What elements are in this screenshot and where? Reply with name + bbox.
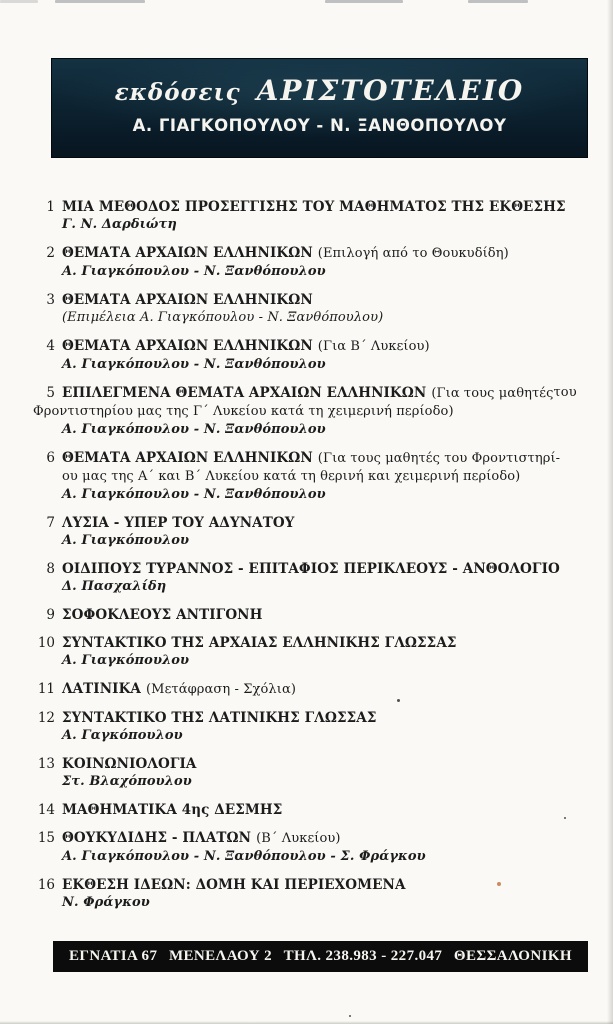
item-title: ΜΑΘΗΜΑΤΙΚΑ 4ης ΔΕΣΜΗΣ xyxy=(62,802,283,818)
item-number: 4 xyxy=(46,338,55,354)
item-body xyxy=(62,876,571,912)
item-body xyxy=(62,755,571,791)
item-body xyxy=(62,514,571,550)
list-item xyxy=(33,337,571,374)
banner-subtitle: Α. ΓΙΑΓΚΟΠΟΥΛΟΥ - Ν. ΞΑΝΘΟΠΟΥΛΟΥ xyxy=(132,116,507,135)
brand-prefix-label: εκδόσεις xyxy=(114,79,241,106)
item-author: Ν. Φράγκου xyxy=(62,895,150,910)
item-note: (Επιλογή από το Θουκυδίδη) xyxy=(317,246,509,261)
item-note: (Επιμέλεια Α. Γιαγκόπουλου - Ν. Ξανθόπουλου) xyxy=(62,310,384,325)
scan-artifact xyxy=(0,0,38,3)
item-note-continuation: ου μας της Α΄ και Β΄ Λυκείου κατά τη θερινή και χειμερινή περίοδο) xyxy=(62,469,521,484)
list-item xyxy=(33,801,571,819)
list-item xyxy=(33,198,571,234)
item-body xyxy=(62,560,571,596)
list-item xyxy=(33,514,571,550)
scan-artifact xyxy=(55,0,145,3)
item-title: ΣΥΝΤΑΚΤΙΚΟ ΤΗΣ ΛΑΤΙΝΙΚΗΣ ΓΛΩΣΣΑΣ xyxy=(62,710,377,726)
item-title-line xyxy=(62,244,571,263)
item-note: (Μετάφραση - Σχόλια) xyxy=(145,682,296,697)
item-body xyxy=(62,709,571,745)
item-title-line xyxy=(62,829,571,848)
list-item xyxy=(33,291,571,327)
item-number: 13 xyxy=(37,756,55,772)
item-author: Α. Γιαγκόπουλου xyxy=(62,533,190,548)
item-number: 7 xyxy=(46,515,55,531)
item-number: 15 xyxy=(37,830,55,846)
book-list xyxy=(33,198,577,922)
scan-speck xyxy=(397,699,400,702)
item-title: ΘΕΜΑΤΑ ΑΡΧΑΙΩΝ ΕΛΛΗΝΙΚΩΝ xyxy=(62,292,313,308)
banner-brand xyxy=(52,59,587,107)
item-number: 16 xyxy=(37,877,55,893)
item-title: ΟΙΔΙΠΟΥΣ ΤΥΡΑΝΝΟΣ - ΕΠΙΤΑΦΙΟΣ ΠΕΡΙΚΛΕΟΥΣ - ΑΝΘΟΛΟΓΙΟ xyxy=(62,561,560,577)
item-body xyxy=(62,829,571,866)
item-number: 8 xyxy=(46,561,55,577)
address-street-2: ΜΕΝΕΛΑΟΥ 2 xyxy=(168,948,273,964)
item-title: ΣΥΝΤΑΚΤΙΚΟ ΤΗΣ ΑΡΧΑΙΑΣ ΕΛΛΗΝΙΚΗΣ ΓΛΩΣΣΑΣ xyxy=(62,635,457,651)
item-body xyxy=(62,680,571,699)
item-note: (Για Β΄ Λυκείου) xyxy=(317,339,430,354)
item-title: ΘΕΜΑΤΑ ΑΡΧΑΙΩΝ ΕΛΛΗΝΙΚΩΝ xyxy=(62,338,313,354)
item-number: 3 xyxy=(46,292,55,308)
item-number: 6 xyxy=(46,450,55,466)
list-item xyxy=(33,606,571,624)
scan-speck xyxy=(497,882,501,886)
item-title-line xyxy=(62,384,577,403)
city-label: ΘΕΣΣΑΛΟΝΙΚΗ xyxy=(453,948,572,964)
item-title: ΣΟΦΟΚΛΕΟΥΣ ΑΝΤΙΓΟΝΗ xyxy=(62,607,263,623)
brand-name-label: ΑΡΙΣΤΟΤΕΛΕΙΟ xyxy=(256,74,525,107)
list-item xyxy=(33,709,571,745)
item-body xyxy=(62,337,571,374)
item-author: Α. Γιαγκόπουλου - Ν. Ξανθόπουλου xyxy=(62,487,326,502)
item-body xyxy=(33,384,577,439)
item-title-line xyxy=(62,449,571,468)
list-item xyxy=(33,634,571,670)
item-author: Α. Γιαγκόπουλου - Ν. Ξανθόπουλου - Σ. Φράγκου xyxy=(62,849,426,864)
item-title: ΛΑΤΙΝΙΚΑ xyxy=(62,681,141,697)
item-body xyxy=(62,244,571,281)
phone-numbers: ΤΗΛ. 238.983 - 227.047 xyxy=(283,948,443,964)
item-number: 2 xyxy=(46,245,55,261)
item-number: 5 xyxy=(46,385,55,401)
list-item xyxy=(33,680,571,699)
item-body xyxy=(62,198,571,234)
item-author: Γ. Ν. Δαρδιώτη xyxy=(62,217,177,232)
item-title-line xyxy=(62,337,571,356)
item-note: (Β΄ Λυκείου) xyxy=(256,831,341,846)
item-author: Α. Γαγκόπουλου xyxy=(62,728,183,743)
list-item xyxy=(33,560,571,596)
item-number: 14 xyxy=(37,802,55,818)
item-number: 10 xyxy=(37,635,55,651)
item-body xyxy=(62,801,571,819)
item-author: Α. Γιαγκόπουλου - Ν. Ξανθόπουλου xyxy=(62,264,326,279)
item-title: ΘΕΜΑΤΑ ΑΡΧΑΙΩΝ ΕΛΛΗΝΙΚΩΝ xyxy=(62,245,313,261)
list-item xyxy=(33,755,571,791)
item-note: (Για τους μαθητές xyxy=(431,386,554,401)
item-author: Α. Γιαγκόπουλου - Ν. Ξανθόπουλου xyxy=(62,422,326,437)
publisher-banner xyxy=(51,58,588,158)
item-number: 9 xyxy=(46,607,55,623)
list-item xyxy=(33,449,571,504)
item-body xyxy=(62,634,571,670)
item-title: ΘΕΜΑΤΑ ΑΡΧΑΙΩΝ ΕΛΛΗΝΙΚΩΝ xyxy=(62,450,313,466)
address-bar xyxy=(53,941,588,972)
list-item xyxy=(33,384,577,439)
item-title: ΕΚΘΕΣΗ ΙΔΕΩΝ: ΔΟΜΗ ΚΑΙ ΠΕΡΙΕΧΟΜΕΝΑ xyxy=(62,877,406,893)
item-note-justified-word: του xyxy=(553,385,577,400)
item-title: ΕΠΙΛΕΓΜΕΝΑ ΘΕΜΑΤΑ ΑΡΧΑΙΩΝ ΕΛΛΗΝΙΚΩΝ xyxy=(62,385,427,401)
scan-edge-shadow xyxy=(607,0,613,1024)
scan-artifact xyxy=(468,0,528,3)
address-street-1: ΕΓΝΑΤΙΑ 67 xyxy=(69,948,158,964)
list-item xyxy=(33,244,571,281)
item-title: ΚΟΙΝΩΝΙΟΛΟΓΙΑ xyxy=(62,756,197,772)
list-item xyxy=(33,829,571,866)
item-body xyxy=(62,606,571,624)
item-title: ΜΙΑ ΜΕΘΟΔΟΣ ΠΡΟΣΕΓΓΙΣΗΣ ΤΟΥ ΜΑΘΗΜΑΤΟΣ ΤΗΣ ΕΚΘΕΣΗΣ xyxy=(62,199,566,215)
item-title-line xyxy=(62,680,571,699)
item-author: Στ. Βλαχόπουλου xyxy=(62,774,192,789)
item-title: ΛΥΣΙΑ - ΥΠΕΡ ΤΟΥ ΑΔΥΝΑΤΟΥ xyxy=(62,515,295,531)
item-author: Α. Γιαγκόπουλου - Ν. Ξανθόπουλου xyxy=(62,357,326,372)
scan-artifact xyxy=(325,0,403,3)
item-body xyxy=(62,449,571,504)
list-item xyxy=(33,876,571,912)
item-number: 1 xyxy=(46,199,55,215)
item-number: 12 xyxy=(37,710,55,726)
item-author: Α. Γιαγκόπουλου xyxy=(62,653,190,668)
item-author: Δ. Πασχαλίδη xyxy=(62,579,167,594)
item-number: 11 xyxy=(37,681,55,697)
item-body xyxy=(62,291,571,327)
scan-speck xyxy=(349,1015,351,1017)
item-note-continuation: Φροντιστηρίου μας της Γ΄ Λυκείου κατά τη χειμερινή περίοδο) xyxy=(33,404,454,419)
item-title-group xyxy=(62,384,554,403)
item-note: (Για τους μαθητές του Φροντιστηρί- xyxy=(317,451,561,466)
scan-speck xyxy=(564,817,566,819)
item-title: ΘΟΥΚΥΔΙΔΗΣ - ΠΛΑΤΩΝ xyxy=(62,830,252,846)
